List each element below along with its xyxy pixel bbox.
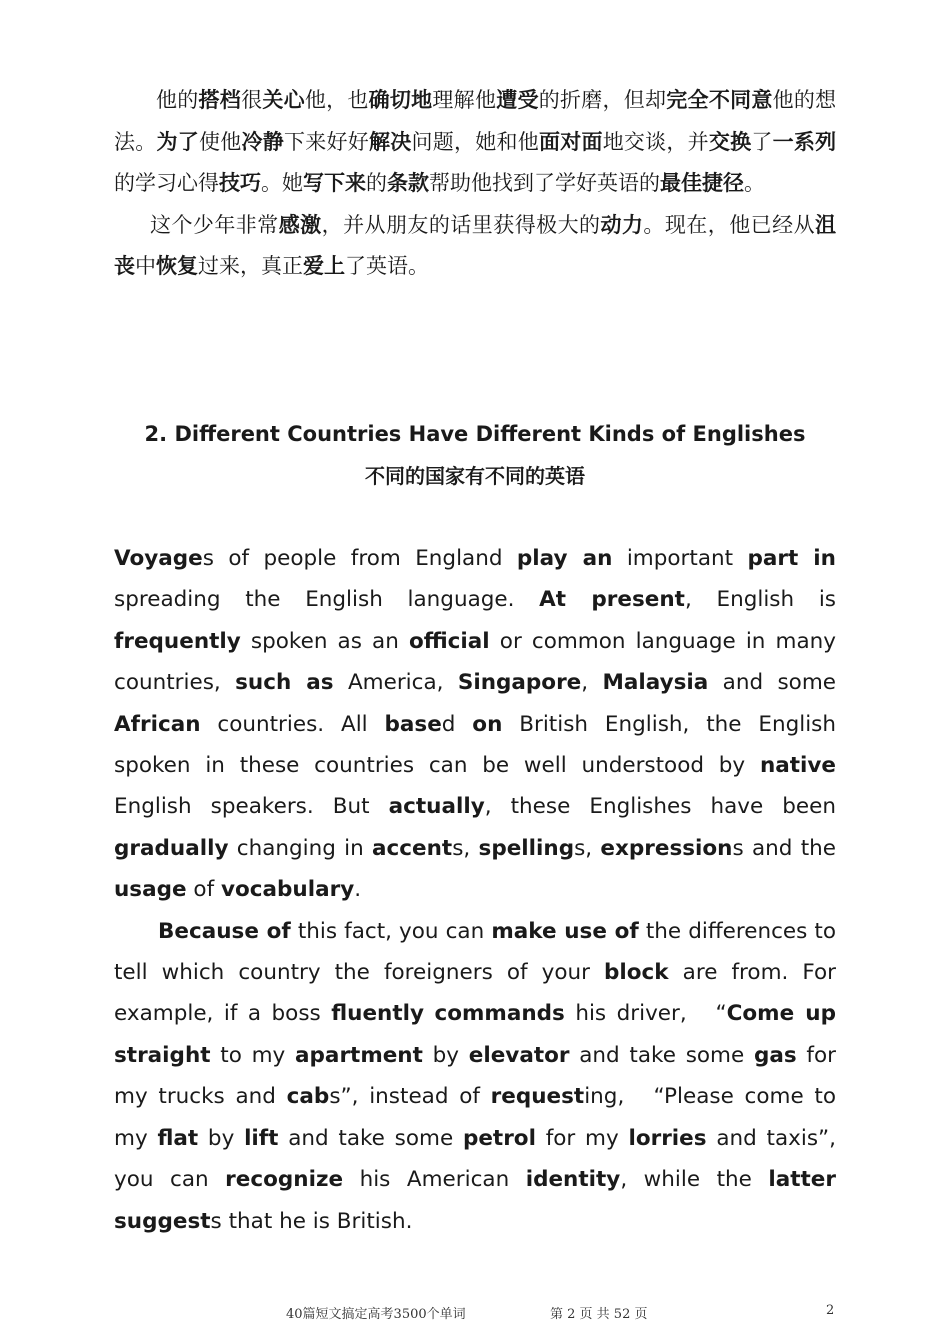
chinese-paragraph-2 [114, 205, 836, 288]
text-run: 地交谈，并 [602, 129, 709, 154]
text-run: 的折磨，但却 [538, 88, 667, 112]
text-run: , these Englishes have been [484, 794, 837, 820]
text-run: 中 [135, 254, 156, 278]
keyword: 搭档 [198, 88, 242, 112]
keyword: gas [753, 1042, 797, 1068]
keyword: actually [388, 794, 485, 820]
text-run: 过来，真正 [198, 254, 303, 278]
text-run: British English, the English spoken in these countries can be well understood by [114, 711, 836, 779]
text-run: the differences to tell which country the foreigners of your [114, 918, 836, 986]
text-run: countries. All [200, 711, 385, 737]
text-run: s that he is British. [210, 1208, 413, 1234]
text-run: 他的 [156, 88, 199, 112]
keyword: latter [768, 1167, 836, 1193]
text-run: , while the [620, 1167, 769, 1193]
keyword: 动力 [600, 212, 644, 237]
keyword: 最佳捷径 [660, 171, 744, 195]
text-run: important [612, 546, 748, 571]
keyword: native [759, 753, 836, 779]
text-run: 的学习心得 [114, 171, 219, 195]
english-passage [114, 538, 836, 1242]
text-run: by [198, 1125, 245, 1151]
text-run: this fact, you can [290, 918, 492, 944]
keyword: Come up straight [114, 1001, 836, 1068]
keyword: 冷静 [241, 129, 284, 154]
keyword: apartment [295, 1042, 423, 1068]
text-run: s”, instead of [329, 1084, 491, 1110]
keyword: 面对面 [538, 129, 603, 154]
keyword: African [114, 711, 201, 737]
text-run: 。她 [261, 171, 303, 195]
keyword: gradually [114, 835, 229, 861]
keyword: block [604, 960, 669, 986]
text-run: d [441, 711, 473, 737]
keyword: elevator [468, 1042, 570, 1068]
text-run: changing in [228, 835, 373, 861]
text-run: 。 [744, 171, 765, 195]
keyword: 技巧 [219, 171, 261, 195]
text-run: 了 [751, 129, 773, 154]
text-run: 的 [366, 171, 387, 195]
keyword: 感激 [278, 212, 322, 237]
keyword: identity [525, 1167, 621, 1193]
keyword: 完全不同意 [666, 88, 773, 112]
keyword: 爱上 [303, 254, 345, 278]
keyword: official [408, 628, 490, 654]
footer-document-title: 40篇短文搞定高考3500个单词 [286, 1307, 466, 1322]
keyword: 一系列 [772, 129, 837, 154]
keyword: lorries [628, 1125, 707, 1151]
text-run: spoken as an [240, 628, 409, 654]
keyword: suggest [114, 1208, 211, 1234]
keyword: At present [539, 587, 685, 613]
section-title-english: 2. Different Countries Have Different Kinds of Englishes [144, 422, 806, 446]
text-run: 他的想法。 [114, 88, 837, 154]
keyword: part in [747, 546, 836, 571]
text-run: 很 [241, 88, 263, 112]
keyword: Voyage [114, 546, 203, 571]
text-run: 使他 [199, 129, 242, 154]
text-run: and take some [569, 1042, 754, 1068]
keyword: lift [244, 1125, 279, 1151]
chinese-paragraph-1 [114, 80, 836, 205]
keyword: 条款 [387, 171, 429, 195]
keyword: commands [434, 1001, 565, 1027]
keyword: accent [372, 835, 453, 861]
keyword: 交换 [708, 129, 752, 154]
text-run: s of people from England [202, 546, 517, 571]
keyword: expression [600, 835, 733, 861]
keyword: play an [516, 546, 613, 571]
text-run [424, 1001, 434, 1026]
keyword: request [490, 1084, 585, 1110]
section-title-chinese: 不同的国家有不同的英语 [365, 464, 585, 488]
keyword: 关心 [262, 88, 305, 112]
text-run: America, [333, 670, 458, 696]
keyword: 写下来 [303, 171, 366, 195]
text-run: 这个少年非常 [150, 212, 279, 237]
text-run: 理解他 [432, 88, 497, 112]
english-paragraph-1 [114, 538, 836, 911]
text-run: are from. For example, if a boss [114, 960, 837, 1027]
keyword: 遭受 [496, 88, 539, 112]
keyword: petrol [462, 1125, 536, 1151]
keyword: Malaysia [602, 670, 709, 696]
footer-page-number: 2 [826, 1303, 835, 1318]
keyword: make use of [491, 918, 639, 944]
text-run: , English is [684, 587, 837, 613]
text-run: ，并从朋友的话里获得极大的 [321, 212, 601, 237]
text-run: 问题，她和他 [411, 129, 539, 154]
keyword: base [384, 711, 442, 737]
keyword: spelling [478, 835, 575, 861]
text-run: 他，也 [304, 88, 369, 112]
text-run: for my [535, 1125, 629, 1151]
footer-page-info: 第 2 页 共 52 页 [550, 1307, 648, 1322]
keyword: frequently [114, 628, 241, 654]
text-run: to my [210, 1042, 296, 1068]
text-run: 下来好好 [284, 129, 369, 154]
keyword: on [472, 711, 503, 737]
text-run: ing, “Please come to my [114, 1084, 836, 1151]
text-run: or common language in many countries, [114, 628, 836, 696]
page-footer [0, 1303, 950, 1323]
text-run: his driver, “ [564, 1001, 727, 1027]
keyword: recognize [225, 1167, 344, 1193]
chinese-passage [114, 80, 836, 288]
text-run: by [422, 1042, 469, 1068]
english-paragraph-2 [114, 911, 836, 1242]
text-run: , [581, 670, 603, 696]
text-run: and take some [278, 1125, 463, 1151]
keyword: cab [286, 1084, 330, 1110]
text-run: and some [708, 670, 836, 696]
text-run: spreading the English language. [114, 587, 540, 613]
keyword: fluently [331, 1001, 425, 1027]
text-run: s and the [732, 835, 836, 861]
keyword: Singapore [457, 670, 582, 696]
keyword: 为了 [156, 129, 199, 154]
text-run: s, [574, 835, 601, 861]
text-run: . [354, 877, 362, 903]
keyword: usage [114, 877, 187, 903]
text-run: English speakers. But [114, 794, 389, 820]
keyword: vocabulary [221, 877, 355, 903]
keyword: flat [157, 1125, 199, 1151]
keyword: 确切地 [368, 88, 433, 112]
keyword: Because of [158, 918, 291, 944]
keyword: such as [235, 670, 334, 696]
text-run: for my trucks and [114, 1042, 836, 1110]
text-run: 帮助他找到了学好英语的 [429, 171, 660, 195]
text-run: and taxis”, you can [114, 1125, 836, 1193]
keyword: 解决 [368, 129, 412, 154]
text-run: of [186, 877, 221, 903]
keyword: 沮丧 [114, 212, 837, 278]
keyword: 恢复 [156, 254, 198, 278]
text-run: 。现在，他已经从 [643, 212, 816, 237]
text-run: his American [343, 1167, 526, 1193]
text-run: s, [452, 835, 479, 861]
text-run: 了英语。 [345, 254, 429, 278]
